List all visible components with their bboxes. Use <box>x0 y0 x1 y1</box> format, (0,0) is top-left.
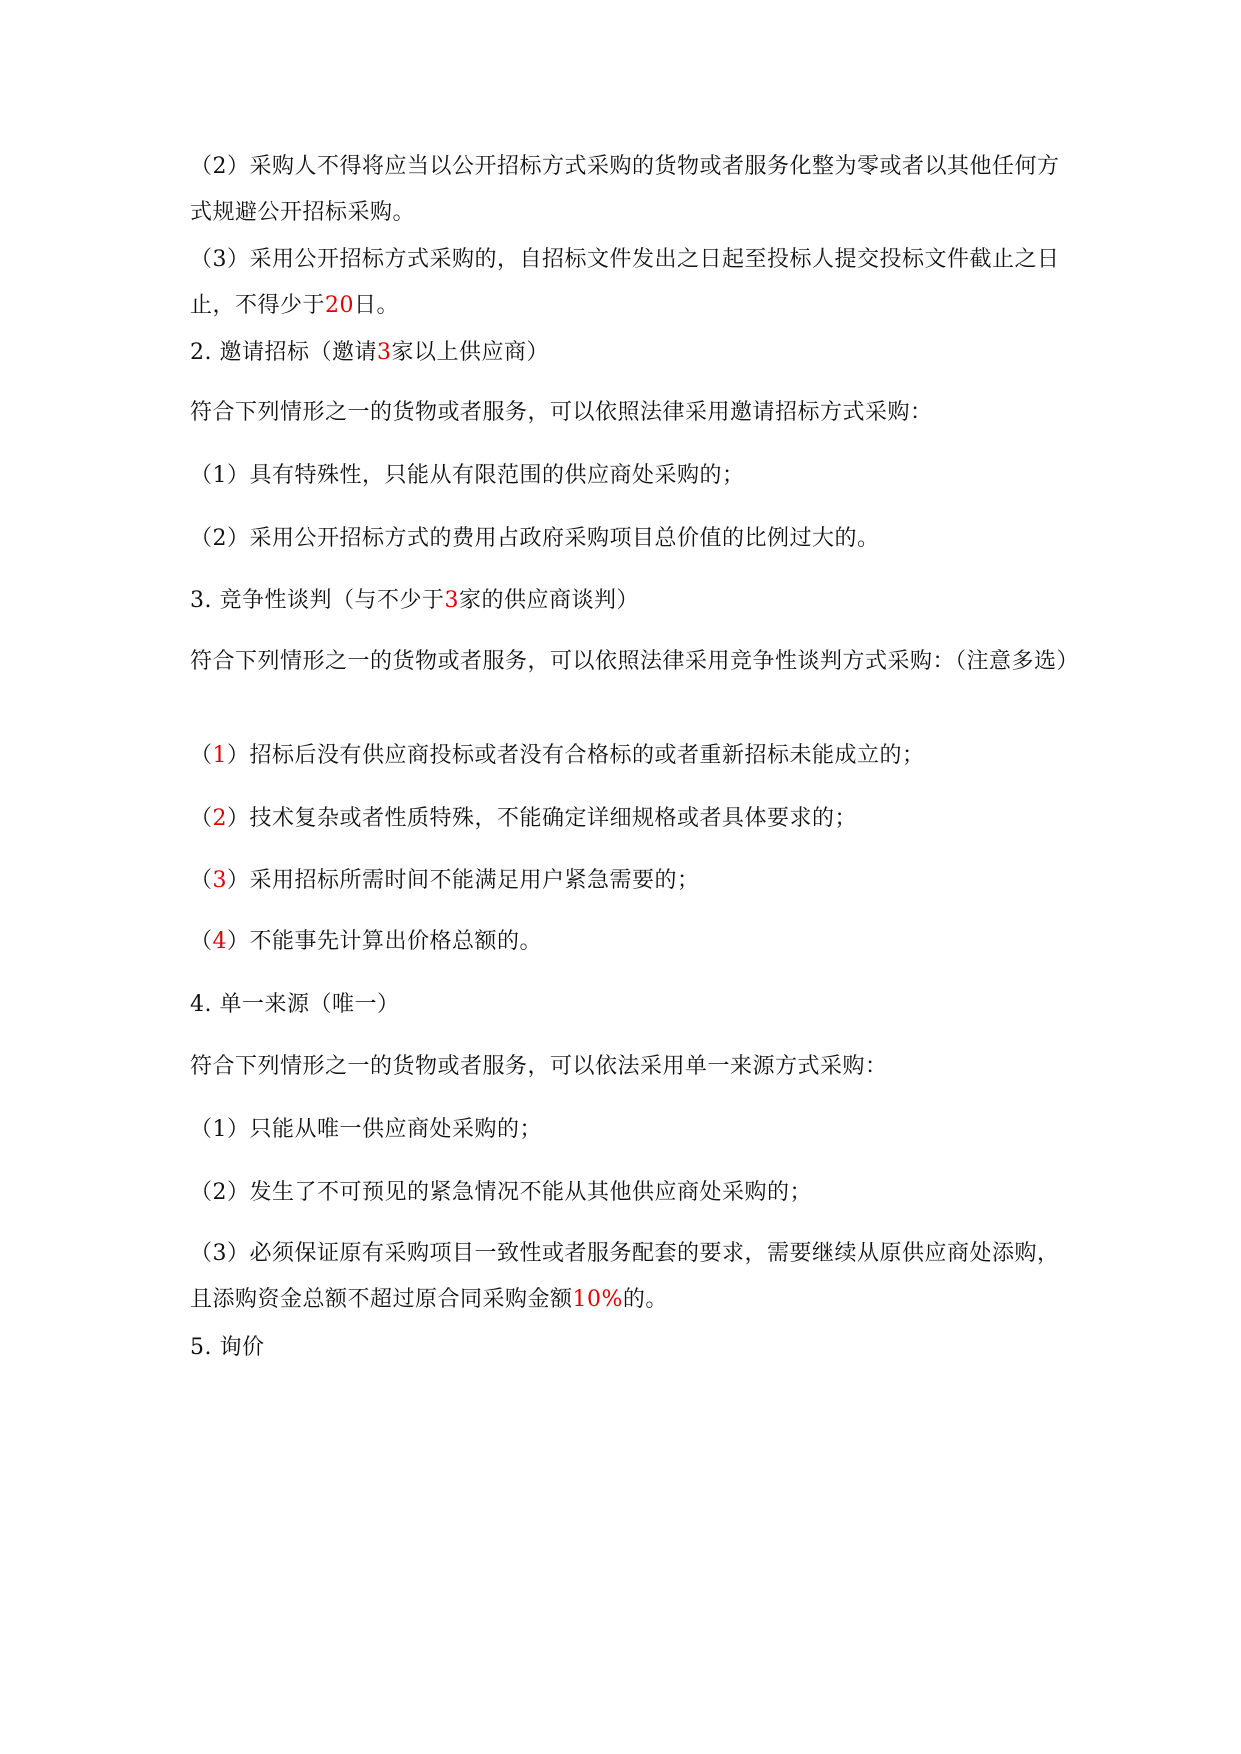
paragraph-single-source-item-1 <box>190 1107 1070 1153</box>
text-segment: ）技术复杂或者性质特殊，不能确定详细规格或者具体要求的； <box>227 806 858 831</box>
paragraph-invited-tender-intro <box>190 390 1070 436</box>
heading-single-source <box>190 982 1070 1028</box>
paragraph-single-source-intro <box>190 1044 1070 1090</box>
text-segment: （2）采购人不得将应当以公开招标方式采购的货物或者服务化整为零或者以其他任何方式规避公开招标采购。 <box>190 154 1060 225</box>
text-segment: ）采用招标所需时间不能满足用户紧急需要的； <box>227 868 700 893</box>
text-segment: 日。 <box>354 293 400 318</box>
text-segment: 2. 邀请招标（邀请 <box>190 340 377 365</box>
text-segment: 5. 询价 <box>190 1335 265 1360</box>
text-segment: （1）只能从唯一供应商处采购的； <box>190 1117 542 1142</box>
paragraph-competitive-negotiation-item-3 <box>190 858 1070 904</box>
heading-competitive-negotiation <box>190 578 1070 624</box>
text-segment: （2）采用公开招标方式的费用占政府采购项目总价值的比例过大的。 <box>190 526 880 551</box>
highlight-number: 4 <box>212 929 228 954</box>
highlight-number: 20 <box>325 293 355 318</box>
highlight-number: 1 <box>212 743 228 768</box>
highlight-number: 10% <box>572 1287 623 1312</box>
paragraph-competitive-negotiation-intro <box>190 639 1080 685</box>
text-segment: （ <box>190 806 213 831</box>
paragraph-single-source-item-2 <box>190 1170 1070 1216</box>
text-segment: 家以上供应商） <box>391 340 549 365</box>
heading-inquiry <box>190 1325 1070 1371</box>
highlight-number: 3 <box>376 340 392 365</box>
text-segment: ）招标后没有供应商投标或者没有合格标的或者重新招标未能成立的； <box>227 743 925 768</box>
text-segment: 3. 竞争性谈判（与不少于 <box>190 588 445 613</box>
paragraph-competitive-negotiation-item-4 <box>190 919 1070 965</box>
text-segment: 4. 单一来源（唯一） <box>190 992 400 1017</box>
text-segment: 符合下列情形之一的货物或者服务，可以依照法律采用竞争性谈判方式采购：（注意多选） <box>190 649 1080 674</box>
paragraph-competitive-negotiation-item-2 <box>190 796 1070 842</box>
text-segment: （2）发生了不可预见的紧急情况不能从其他供应商处采购的； <box>190 1180 812 1205</box>
highlight-number: 3 <box>212 868 228 893</box>
text-segment: （1）具有特殊性，只能从有限范围的供应商处采购的； <box>190 463 745 488</box>
highlight-number: 2 <box>212 806 228 831</box>
paragraph-competitive-negotiation-item-1 <box>190 733 1070 779</box>
text-segment: 符合下列情形之一的货物或者服务，可以依照法律采用邀请招标方式采购： <box>190 400 933 425</box>
heading-invited-tender <box>190 330 1070 376</box>
text-segment: （3）必须保证原有采购项目一致性或者服务配套的要求，需要继续从原供应商处添购，且添购资金总额不超过原合同采购金额 <box>190 1241 1060 1312</box>
paragraph-invited-tender-item-2 <box>190 516 1070 562</box>
text-segment: （ <box>190 868 213 893</box>
text-segment: 符合下列情形之一的货物或者服务，可以依法采用单一来源方式采购： <box>190 1054 888 1079</box>
paragraph-public-tender-min-days <box>190 237 1070 329</box>
text-segment: ）不能事先计算出价格总额的。 <box>227 929 543 954</box>
paragraph-public-tender-no-splitting <box>190 144 1070 236</box>
text-segment: 家的供应商谈判） <box>458 588 639 613</box>
highlight-number: 3 <box>444 588 459 613</box>
text-segment: （ <box>190 743 213 768</box>
text-segment: （ <box>190 929 213 954</box>
paragraph-single-source-item-3 <box>190 1231 1070 1323</box>
text-segment: （3）采用公开招标方式采购的，自招标文件发出之日起至投标人提交投标文件截止之日止，不得少于 <box>190 247 1060 318</box>
text-segment: 的。 <box>622 1287 668 1312</box>
paragraph-invited-tender-item-1 <box>190 453 1070 499</box>
